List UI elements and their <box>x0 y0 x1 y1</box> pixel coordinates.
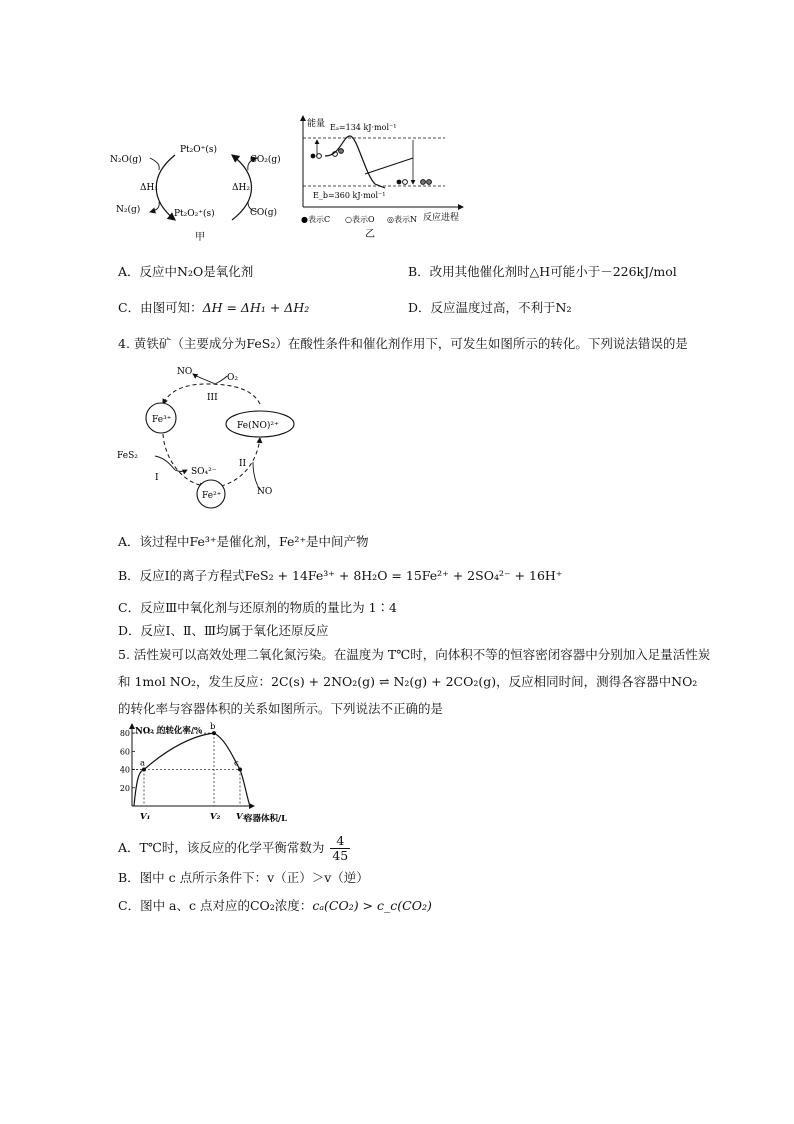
chart-xlabel: 容器体积/L <box>244 814 288 824</box>
q5-l2-pre: 和 1mol <box>118 674 166 689</box>
y-tick-label-20: 20 <box>119 783 130 793</box>
q4-option-c <box>118 598 397 616</box>
chart-title: NO₂ 的转化率/% <box>135 726 203 736</box>
r2-label: II <box>239 459 247 469</box>
n2o-label: N₂O(g) <box>110 155 142 165</box>
q4-c-text: C．反应Ⅲ中氧化剂与还原剂的物质的量比为 1∶4 <box>118 600 397 615</box>
no-out-arrow <box>193 374 215 384</box>
co2-label: CO₂(g) <box>250 155 281 165</box>
q4-stem-formula: FeS₂ <box>246 336 276 351</box>
feno-label: Fe(NO)²⁺ <box>237 421 279 431</box>
o2-in-arrow <box>215 376 227 384</box>
jia-caption: 甲 <box>195 232 205 243</box>
q4-option-d <box>118 621 329 639</box>
q5-a-num: 4 <box>330 834 350 849</box>
n2-out-arrow <box>150 202 159 212</box>
n2o-in-arrow <box>150 158 159 170</box>
q5-line1-text: 5. 活性炭可以高效处理二氧化氮污染。在温度为 T℃时，向体积不等的恒容密闭容器中分别加入足量活性炭 <box>118 647 711 662</box>
process-xlabel: 反应进程 <box>423 213 460 223</box>
q3-option-b <box>408 262 677 280</box>
q3-c-formula: ΔH = ΔH₁ + ΔH₂ <box>202 300 310 315</box>
q4-option-a <box>118 532 369 550</box>
q5-line3 <box>118 699 443 717</box>
q4-stem-pre: 4. 黄铁矿（主要成分为 <box>118 336 247 351</box>
q3-d-formula: N₂ <box>555 300 572 315</box>
product-1 <box>397 180 402 185</box>
q5-a-fraction <box>330 834 350 863</box>
fe2-label: Fe²⁺ <box>202 491 222 501</box>
q3-option-d <box>408 298 571 316</box>
y-tick-label-60: 60 <box>119 747 130 757</box>
point-label-a: a <box>140 758 146 769</box>
q4-stem-post: ）在酸性条件和催化剂作用下，可发生如图所示的转化。下列说法错误的是 <box>275 336 688 351</box>
conversion-chart <box>112 720 312 826</box>
x-tick-label-1: V₁ <box>140 812 151 822</box>
q5-l2-post: ，反应相同时间，测得各容器中 <box>496 674 672 689</box>
q5-line2 <box>118 672 697 690</box>
q3-a-pre: A．反应中 <box>118 264 178 279</box>
q4-a-fe2: Fe²⁺ <box>279 534 307 549</box>
x-tick-label-3: V₃ <box>236 812 247 822</box>
q4-b-eq: FeS₂ + 14Fe³⁺ + 8H₂O = 15Fe²⁺ + 2SO₄²⁻ + 16H⁺ <box>244 568 563 583</box>
q4-a-mid: 是催化剂， <box>216 534 280 549</box>
q4-b-pre: B．反应Ⅰ的离子方程式 <box>118 568 245 583</box>
q5-c-pre: C．图中 a、c 点对应的 <box>118 898 250 913</box>
q5-option-a <box>118 834 350 863</box>
molecule-n2 <box>339 149 344 154</box>
legend-o: ○表示O <box>345 215 375 224</box>
figure-jia <box>110 140 290 245</box>
o2-label: O₂ <box>227 373 238 383</box>
product-2 <box>403 180 408 185</box>
no-bottom-label: NO <box>257 487 273 497</box>
energy-curve <box>325 136 385 188</box>
left-arc <box>156 155 175 220</box>
yi-caption: 乙 <box>365 229 375 240</box>
y-tick-label-80: 80 <box>119 729 130 739</box>
r3-label: III <box>207 393 218 403</box>
fes2-label: FeS₂ <box>117 451 138 461</box>
pt2o2-bottom-label: Pt₂O₂⁺(s) <box>174 209 215 219</box>
energy-ylabel: 能量 <box>307 119 326 129</box>
q4-a-post: 是中间产物 <box>306 534 369 549</box>
q5-l2-eq: 2C(s) + 2NO₂(g) ⇌ N₂(g) + 2CO₂(g) <box>271 674 497 689</box>
q5-c-mid: 浓度： <box>274 898 313 913</box>
q4-diagram <box>115 362 295 510</box>
q5-l2-end: NO₂ <box>671 674 698 689</box>
co-label: CO(g) <box>250 208 278 218</box>
q4-d-text: D．反应Ⅰ、Ⅱ、Ⅲ均属于氧化还原反应 <box>118 623 329 638</box>
product-3 <box>421 180 426 185</box>
legend-n: ◎表示N <box>387 215 417 224</box>
q3-a-post: 是氧化剂 <box>203 264 254 279</box>
q3-c-pre: C．由图可知： <box>118 300 203 315</box>
n2-label: N₂(g) <box>116 205 141 215</box>
q3-option-c <box>118 298 309 316</box>
so4-label: SO₄²⁻ <box>191 467 217 477</box>
q4-option-b <box>118 566 562 584</box>
so4-out-arrow <box>175 470 187 472</box>
dh2-label: ΔH₂ <box>232 183 250 193</box>
q5-c-eq: cₐ(CO₂) > c_c(CO₂) <box>312 898 432 913</box>
eb-label: E_b=360 kJ·mol⁻¹ <box>313 191 386 200</box>
q5-line3-text: 的转化率与容器体积的关系如图所示。下列说法不正确的是 <box>118 701 444 716</box>
q5-c-co2: CO₂ <box>249 898 275 913</box>
q5-a-pre: A．T℃时，该反应的化学平衡常数为 <box>118 840 325 855</box>
q4-a-pre: A．该过程中 <box>118 534 190 549</box>
figure-yi <box>295 112 470 242</box>
point-label-b: b <box>210 722 216 733</box>
q5-line1 <box>118 645 710 663</box>
pt2o-top-label: Pt₂O⁺(s) <box>180 145 218 155</box>
r1-label: I <box>155 473 159 483</box>
cycle-bottom-left-arc <box>163 434 205 486</box>
q3-option-a <box>118 262 253 280</box>
y-tick-label-40: 40 <box>119 765 130 775</box>
q3-b-text: B．改用其他催化剂时△H可能小于－226kJ/mol <box>408 264 677 279</box>
q3-d-pre: D．反应温度过高，不利于 <box>408 300 556 315</box>
q5-option-b <box>118 868 369 886</box>
fe3-label: Fe³⁺ <box>152 415 172 425</box>
q4-stem <box>118 334 688 352</box>
q5-b-text: B．图中 c 点所示条件下：v（正）＞v（逆） <box>118 870 369 885</box>
point-label-c: c <box>234 758 239 769</box>
q5-l2-no2: NO₂ <box>169 674 196 689</box>
product-line <box>365 158 413 174</box>
q5-l2-mid: ，发生反应： <box>196 674 272 689</box>
product-4 <box>427 180 432 185</box>
no-top-label: NO <box>177 367 193 377</box>
dh1-label: ΔH₁ <box>140 183 158 193</box>
x-tick-label-2: V₂ <box>210 812 221 822</box>
ea-label: Eₐ=134 kJ·mol⁻¹ <box>330 123 397 132</box>
q3-a-formula: N₂O <box>177 264 204 279</box>
q5-option-c <box>118 896 432 914</box>
molecule-c <box>311 154 316 159</box>
q5-a-den: 45 <box>332 848 349 863</box>
no-in-arrow <box>253 462 260 490</box>
q4-a-fe3: Fe³⁺ <box>189 534 217 549</box>
legend-c: ●表示C <box>301 215 331 224</box>
